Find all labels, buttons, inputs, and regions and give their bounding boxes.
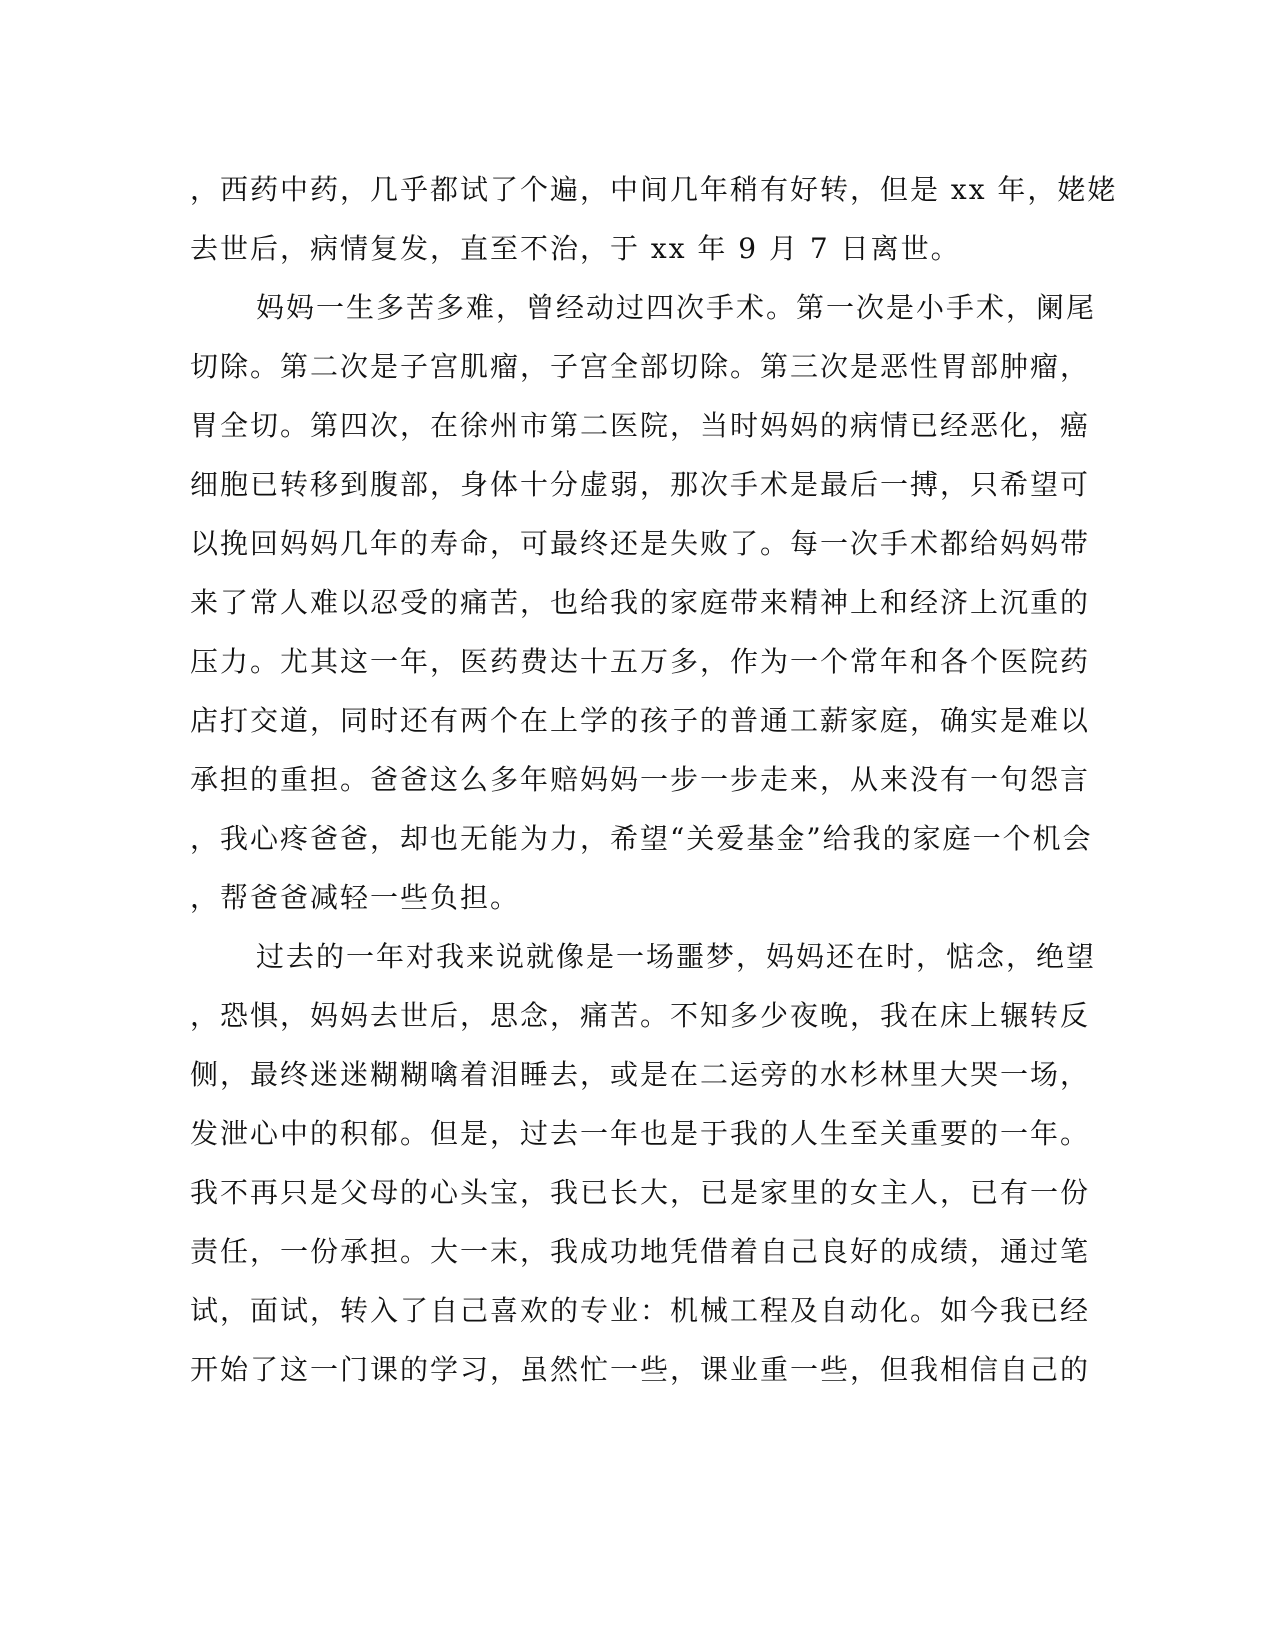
text-line: 开始了这一门课的学习，虽然忙一些，课业重一些，但我相信自己的: [190, 1353, 1091, 1386]
text-line: 切除。第二次是子宫肌瘤，子宫全部切除。第三次是恶性胃部肿瘤，: [190, 350, 1091, 383]
text-line: 胃全切。第四次，在徐州市第二医院，当时妈妈的病情已经恶化，癌: [190, 409, 1091, 442]
document-body: [190, 160, 1118, 1399]
paragraph-1: [190, 160, 1118, 278]
text-line: 以挽回妈妈几年的寿命，可最终还是失败了。每一次手术都给妈妈带: [190, 527, 1091, 560]
text-line: 发泄心中的积郁。但是，过去一年也是于我的人生至关重要的一年。: [190, 1117, 1091, 1150]
text-line: ，帮爸爸减轻一些负担。: [190, 881, 521, 914]
text-line: 压力。尤其这一年，医药费达十五万多，作为一个常年和各个医院药: [190, 645, 1091, 678]
text-line: ，恐惧，妈妈去世后，思念，痛苦。不知多少夜晚，我在床上辗转反: [190, 999, 1091, 1032]
text-line: 侧，最终迷迷糊糊噙着泪睡去，或是在二运旁的水杉林里大哭一场，: [190, 1058, 1091, 1091]
text-line: 细胞已转移到腹部，身体十分虚弱，那次手术是最后一搏，只希望可: [190, 468, 1091, 501]
text-line: 来了常人难以忍受的痛苦，也给我的家庭带来精神上和经济上沉重的: [190, 586, 1091, 619]
text-line: 店打交道，同时还有两个在上学的孩子的普通工薪家庭，确实是难以: [190, 704, 1091, 737]
text-line: 过去的一年对我来说就像是一场噩梦，妈妈还在时，惦念，绝望: [256, 940, 1097, 973]
text-line: 妈妈一生多苦多难，曾经动过四次手术。第一次是小手术，阑尾: [256, 291, 1097, 324]
text-line: 我不再只是父母的心头宝，我已长大，已是家里的女主人，已有一份: [190, 1176, 1091, 1209]
text-line: 试，面试，转入了自己喜欢的专业：机械工程及自动化。如今我已经: [190, 1294, 1091, 1327]
text-line: 责任，一份承担。大一末，我成功地凭借着自己良好的成绩，通过笔: [190, 1235, 1091, 1268]
paragraph-3: [190, 927, 1097, 1399]
paragraph-2: [190, 278, 1097, 927]
text-line: 去世后，病情复发，直至不治，于 xx 年 9 月 7 日离世。: [190, 232, 961, 265]
text-line: ，我心疼爸爸，却也无能为力，希望“关爱基金”给我的家庭一个机会: [190, 822, 1093, 855]
text-line: ，西药中药，几乎都试了个遍，中间几年稍有好转，但是 xx 年，姥姥: [190, 173, 1118, 206]
text-line: 承担的重担。爸爸这么多年赔妈妈一步一步走来，从来没有一句怨言: [190, 763, 1091, 796]
